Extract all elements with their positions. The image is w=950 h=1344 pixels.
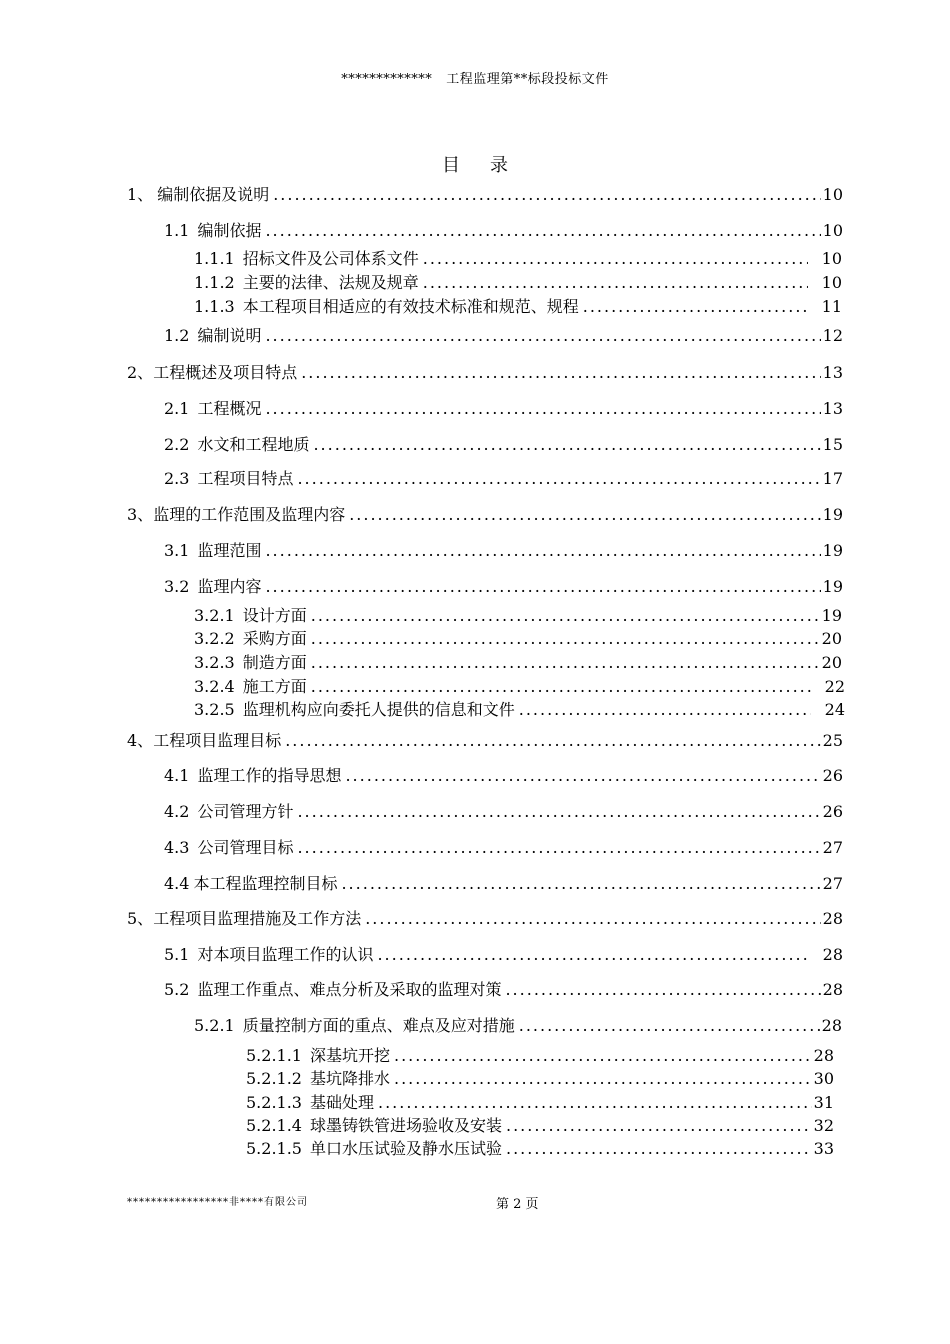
toc-entry[interactable]	[164, 396, 843, 420]
toc-leader-dots	[349, 505, 820, 524]
toc-leader-dots	[265, 577, 820, 596]
toc-entry-number: 3.2.2	[194, 629, 235, 648]
toc-entry-number: 5.2.1.3	[246, 1093, 302, 1112]
toc-entry-page: 17	[822, 469, 843, 488]
toc-entry-number: 1.1	[164, 221, 190, 240]
toc-entry-page: 25	[822, 731, 843, 750]
toc-entry-number: 2、	[127, 363, 154, 382]
toc-entry-title: 基坑降排水	[309, 1069, 390, 1088]
toc-entry-title: 工程项目监理措施及工作方法	[153, 909, 362, 928]
toc-leader-dots	[285, 731, 820, 750]
toc-entry-number: 4.3	[164, 838, 190, 857]
toc-leader-dots	[345, 766, 820, 785]
toc-entry[interactable]	[246, 1043, 834, 1067]
toc-leader-dots	[311, 677, 811, 696]
toc-entry[interactable]	[127, 728, 843, 752]
toc-entry-number: 4.2	[164, 802, 190, 821]
toc-entry-page: 19	[821, 606, 842, 625]
toc-leader-dots	[265, 541, 820, 560]
header-stars: *************	[341, 72, 433, 87]
toc-entry-title: 工程概述及项目特点	[153, 363, 298, 382]
toc-leader-dots	[394, 1046, 812, 1065]
toc-entry-title: 制造方面	[242, 653, 307, 672]
toc-leader-dots	[311, 629, 820, 648]
toc-entry-number: 3.2	[164, 577, 190, 596]
toc-entry[interactable]	[194, 674, 845, 698]
toc-entry-number: 1、	[127, 185, 154, 204]
toc-entry-number: 1.2	[164, 326, 190, 345]
toc-leader-dots	[297, 469, 820, 488]
toc-entry[interactable]	[246, 1113, 834, 1137]
toc-leader-dots	[301, 363, 820, 382]
toc-entry-page: 26	[822, 766, 843, 785]
toc-entry-title: 对本项目监理工作的认识	[197, 945, 374, 964]
toc-leader-dots	[423, 273, 808, 292]
toc-entry[interactable]	[164, 763, 843, 787]
toc-entry-page: 19	[822, 577, 843, 596]
toc-entry[interactable]	[164, 466, 843, 490]
toc-entry-title: 编制说明	[197, 326, 262, 345]
toc-entry-title: 施工方面	[242, 677, 307, 696]
toc-entry[interactable]	[164, 218, 843, 242]
toc-entry-number: 3、	[127, 505, 154, 524]
toc-entry[interactable]	[127, 182, 843, 206]
toc-entry[interactable]	[164, 574, 843, 598]
toc-entry-page: 24	[824, 700, 845, 719]
toc-entry-title: 采购方面	[242, 629, 307, 648]
toc-entry-page: 33	[813, 1139, 834, 1158]
footer-company: *****************非****有限公司	[127, 1197, 308, 1208]
toc-leader-dots	[265, 399, 820, 418]
toc-entry-title: 工程项目特点	[197, 469, 294, 488]
toc-entry[interactable]	[127, 360, 843, 384]
toc-entry[interactable]	[194, 650, 842, 674]
toc-entry[interactable]	[246, 1136, 834, 1160]
toc-entry-title: 水文和工程地质	[197, 435, 310, 454]
toc-leader-dots	[313, 435, 820, 454]
toc-entry[interactable]	[194, 603, 842, 627]
toc-entry-number: 4.1	[164, 766, 190, 785]
toc-entry-page: 20	[821, 653, 842, 672]
toc-leader-dots	[378, 1093, 812, 1112]
toc-entry-page: 15	[822, 435, 843, 454]
toc-leader-dots	[394, 1069, 812, 1088]
toc-entry-title: 编制依据及说明	[157, 185, 270, 204]
toc-entry-number: 1.1.1	[194, 249, 235, 268]
toc-leader-dots	[297, 838, 820, 857]
toc-entry-number: 2.1	[164, 399, 190, 418]
footer-page-number: 第 2 页	[496, 1197, 539, 1212]
toc-entry-number: 3.2.3	[194, 653, 235, 672]
toc-entry-page: 10	[821, 249, 842, 268]
toc-entry-title: 本工程项目相适应的有效技术标准和规范、规程	[242, 297, 579, 316]
toc-entry[interactable]	[246, 1090, 834, 1114]
toc-entry-number: 2.2	[164, 435, 190, 454]
toc-entry[interactable]	[194, 697, 845, 721]
toc-leader-dots	[297, 802, 820, 821]
toc-entry[interactable]	[164, 432, 843, 456]
toc-leader-dots	[273, 185, 820, 204]
page-header	[0, 68, 950, 87]
toc-leader-dots	[377, 945, 808, 964]
toc-leader-dots	[365, 909, 820, 928]
toc-entry[interactable]	[127, 502, 843, 526]
toc-entry[interactable]	[194, 246, 842, 270]
toc-entry-page: 27	[822, 838, 843, 857]
toc-entry-title: 主要的法律、法规及规章	[242, 273, 419, 292]
toc-leader-dots	[265, 221, 820, 240]
toc-entry-title: 工程概况	[197, 399, 262, 418]
toc-leader-dots	[506, 1139, 812, 1158]
toc-entry-number: 5.2	[164, 980, 190, 999]
toc-entry-title: 监理工作的指导思想	[197, 766, 342, 785]
toc-entry-number: 4.4	[164, 874, 190, 893]
toc-entry-title: 公司管理目标	[197, 838, 294, 857]
toc-entry-title: 监理范围	[197, 541, 262, 560]
toc-entry-page: 10	[821, 273, 842, 292]
toc-leader-dots	[506, 1116, 812, 1135]
toc-entry[interactable]	[164, 942, 843, 966]
toc-entry[interactable]	[164, 835, 843, 859]
toc-entry-title: 深基坑开挖	[309, 1046, 390, 1065]
toc-entry[interactable]	[246, 1066, 834, 1090]
toc-entry-page: 28	[822, 909, 843, 928]
toc-entry[interactable]	[194, 270, 842, 294]
toc-entry-page: 11	[821, 297, 842, 316]
toc-leader-dots	[341, 874, 820, 893]
toc-entry-page: 13	[822, 399, 843, 418]
toc-entry-title: 编制依据	[197, 221, 262, 240]
header-title: 工程监理第**标段投标文件	[446, 72, 609, 87]
toc-entry-number: 5.2.1.2	[246, 1069, 302, 1088]
toc-entry[interactable]	[164, 799, 843, 823]
toc-entry[interactable]	[164, 323, 843, 347]
toc-leader-dots	[519, 700, 811, 719]
toc-leader-dots	[265, 326, 820, 345]
toc-entry-title: 球墨铸铁管进场验收及安装	[309, 1116, 502, 1135]
toc-entry-page: 26	[822, 802, 843, 821]
toc-entry-page: 31	[813, 1093, 834, 1112]
toc-entry-title: 监理内容	[197, 577, 262, 596]
toc-entry-page: 28	[821, 1016, 842, 1035]
toc-entry-title: 质量控制方面的重点、难点及应对措施	[242, 1016, 515, 1035]
toc-entry-number: 3.2.1	[194, 606, 235, 625]
toc-title: 目录	[442, 155, 538, 176]
toc-entry[interactable]	[164, 538, 843, 562]
toc-entry-title: 基础处理	[309, 1093, 374, 1112]
toc-entry-page: 28	[813, 1046, 834, 1065]
toc-entry-page: 30	[813, 1069, 834, 1088]
toc-entry-title: 本工程监理控制目标	[193, 874, 338, 893]
toc-entry-number: 3.2.4	[194, 677, 235, 696]
toc-entry-title: 监理工作重点、难点分析及采取的监理对策	[197, 980, 502, 999]
toc-entry[interactable]	[127, 906, 843, 930]
toc-leader-dots	[311, 653, 820, 672]
toc-entry-page: 19	[822, 505, 843, 524]
toc-entry-number: 5.1	[164, 945, 190, 964]
toc-entry-page: 10	[822, 185, 843, 204]
toc-entry-page: 10	[822, 221, 843, 240]
toc-leader-dots	[519, 1016, 820, 1035]
toc-entry-number: 4、	[127, 731, 154, 750]
toc-entry-page: 13	[822, 363, 843, 382]
toc-entry-number: 5、	[127, 909, 154, 928]
toc-entry-page: 20	[821, 629, 842, 648]
toc-entry-number: 5.2.1.4	[246, 1116, 302, 1135]
toc-entry-number: 5.2.1.1	[246, 1046, 302, 1065]
toc-entry-page: 12	[822, 326, 843, 345]
toc-entry-number: 5.2.1.5	[246, 1139, 302, 1158]
toc-entry[interactable]	[194, 1013, 842, 1037]
toc-entry-page: 22	[824, 677, 845, 696]
toc-entry-title: 设计方面	[242, 606, 307, 625]
toc-leader-dots	[583, 297, 808, 316]
toc-leader-dots	[311, 606, 820, 625]
toc-entry[interactable]	[194, 626, 842, 650]
toc-entry-number: 2.3	[164, 469, 190, 488]
toc-entry-title: 监理机构应向委托人提供的信息和文件	[242, 700, 515, 719]
toc-leader-dots	[505, 980, 820, 999]
toc-entry-number: 1.1.2	[194, 273, 235, 292]
toc-entry[interactable]	[164, 977, 843, 1001]
toc-entry[interactable]	[164, 871, 843, 895]
toc-entry-title: 监理的工作范围及监理内容	[153, 505, 346, 524]
toc-entry-number: 5.2.1	[194, 1016, 235, 1035]
toc-entry[interactable]	[194, 294, 842, 318]
toc-entry-page: 27	[822, 874, 843, 893]
toc-entry-page: 28	[822, 945, 843, 964]
toc-entry-number: 3.1	[164, 541, 190, 560]
toc-entry-title: 公司管理方针	[197, 802, 294, 821]
toc-entry-title: 招标文件及公司体系文件	[242, 249, 419, 268]
toc-entry-page: 19	[822, 541, 843, 560]
toc-entry-title: 单口水压试验及静水压试验	[309, 1139, 502, 1158]
toc-entry-number: 3.2.5	[194, 700, 235, 719]
toc-entry-number: 1.1.3	[194, 297, 235, 316]
toc-leader-dots	[423, 249, 808, 268]
toc-entry-title: 工程项目监理目标	[153, 731, 282, 750]
toc-entry-page: 28	[822, 980, 843, 999]
toc-entry-page: 32	[813, 1116, 834, 1135]
